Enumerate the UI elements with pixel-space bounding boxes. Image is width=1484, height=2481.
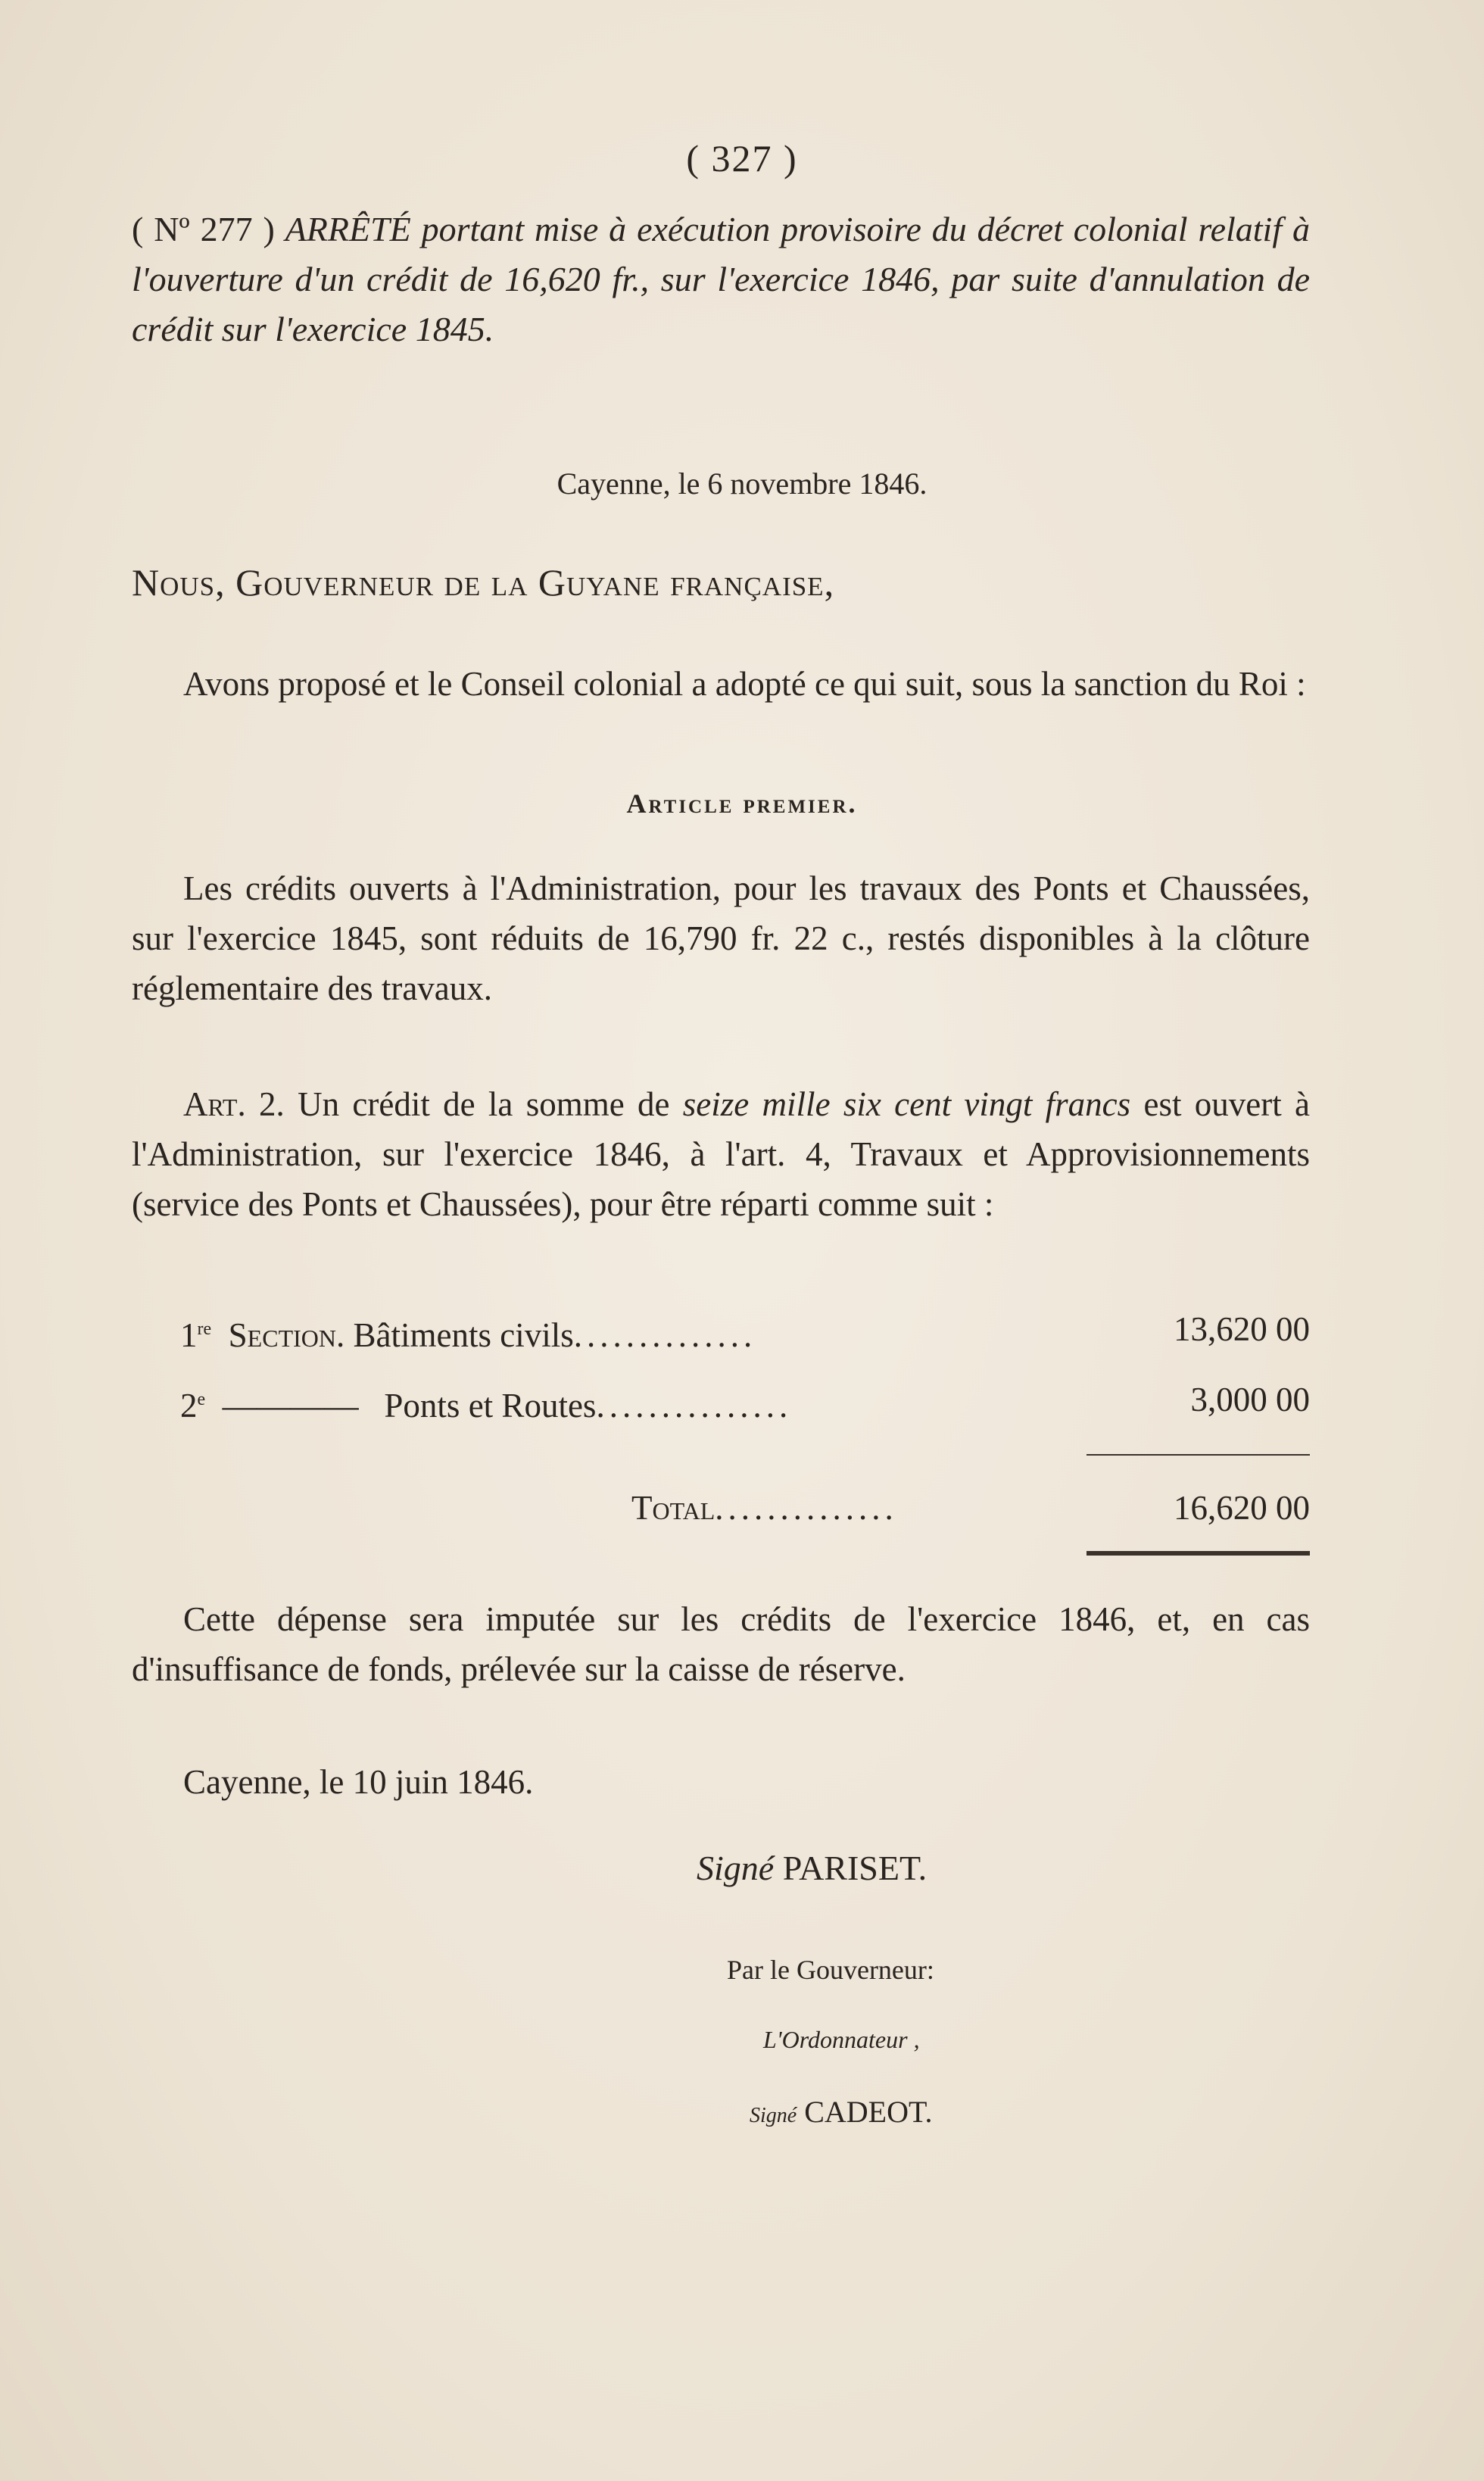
breakdown-label — [180, 1304, 756, 1360]
signature-pariset — [697, 1848, 927, 1888]
total-amount: 16,620 00 — [1174, 1489, 1310, 1527]
total-row — [132, 1483, 1310, 1533]
total-dots: .............. — [715, 1489, 898, 1527]
total-label — [631, 1483, 898, 1533]
signer-name: CADEOT. — [804, 2095, 933, 2129]
article-2-amount-words: seize mille six cent vingt francs — [682, 1085, 1131, 1123]
intro-text: Avons proposé et le Conseil colonial a adopté ce qui suit, sous la sanction du Roi : — [183, 665, 1306, 703]
decree-heading — [132, 204, 1310, 354]
signe-word: Signé — [750, 2104, 797, 2127]
signer-name: PARISET. — [782, 1849, 928, 1887]
signature-cadeot — [750, 2094, 932, 2130]
article-2-text-before: Un crédit de la somme de — [298, 1085, 670, 1123]
breakdown-section: ———— — [222, 1387, 359, 1425]
breakdown-item: Ponts et Routes — [384, 1387, 597, 1425]
article-2-label: Art. 2. — [183, 1085, 285, 1123]
breakdown-ordinal: 2 — [180, 1387, 198, 1425]
signe-word: Signé — [697, 1849, 775, 1887]
breakdown-row — [132, 1304, 1310, 1354]
breakdown-row — [132, 1375, 1310, 1425]
breakdown-dots: ............... — [596, 1387, 793, 1425]
ordonnateur: L'Ordonnateur , — [763, 2026, 920, 2053]
article-2-text — [132, 1079, 1310, 1229]
breakdown-section: Section. — [228, 1316, 345, 1354]
total-word: Total — [631, 1489, 716, 1527]
decree-number: ( Nº 277 ) — [132, 210, 275, 248]
intro-paragraph — [132, 659, 1310, 709]
total-rule — [1086, 1551, 1310, 1556]
article-2 — [132, 1079, 1310, 1229]
closing-date — [132, 1757, 1310, 1807]
place-date: Cayenne, le 6 novembre 1846. — [556, 467, 928, 501]
breakdown-dots: .............. — [573, 1316, 757, 1354]
article-premier-text: Les crédits ouverts à l'Administration, pour les travaux des Ponts et Chaussées, sur l'exercice 1845, sont réduits de 16,790 fr. 22 c., restés disponibles à la clôture réglementaire des travaux. — [132, 869, 1310, 1007]
page-number: ( 327 ) — [686, 137, 798, 179]
breakdown-amount: 13,620 00 — [1174, 1310, 1310, 1348]
breakdown-ordinal: 1 — [180, 1316, 198, 1354]
article-premier — [132, 863, 1310, 1013]
depense-paragraph — [132, 1594, 1310, 1694]
breakdown-ordinal-sup: re — [197, 1319, 212, 1339]
decree-title: ARRÊTÉ portant mise à exécution provisoire du décret colonial relatif à l'ouverture d'un crédit de 16,620 fr., sur l'exercice 1846, par suite d'annulation de crédit sur l'exercice 1845. — [132, 210, 1310, 348]
article-2-text-after: est ouvert à l'Administration, sur l'exercice 1846, à l'art. 4, Travaux et Approvisionnements (service des Ponts et Chaussées), pour être réparti comme suit : — [132, 1085, 1311, 1223]
article-premier-title: Article premier. — [626, 788, 858, 819]
closing-date-text: Cayenne, le 10 juin 1846. — [183, 1763, 534, 1801]
depense-text: Cette dépense sera imputée sur les crédits de l'exercice 1846, et, en cas d'insuffisance de fonds, prélevée sur la caisse de réserve. — [132, 1600, 1310, 1688]
subtotal-rule — [1086, 1454, 1310, 1456]
breakdown-ordinal-sup: e — [197, 1390, 206, 1409]
par-le-gouverneur: Par le Gouverneur: — [727, 1955, 934, 1985]
breakdown-item: Bâtiments civils — [353, 1316, 574, 1354]
breakdown-label — [180, 1375, 792, 1431]
breakdown-amount: 3,000 00 — [1190, 1381, 1310, 1418]
nous-gouverneur: Nous, Gouverneur de la Guyane française, — [132, 561, 835, 604]
